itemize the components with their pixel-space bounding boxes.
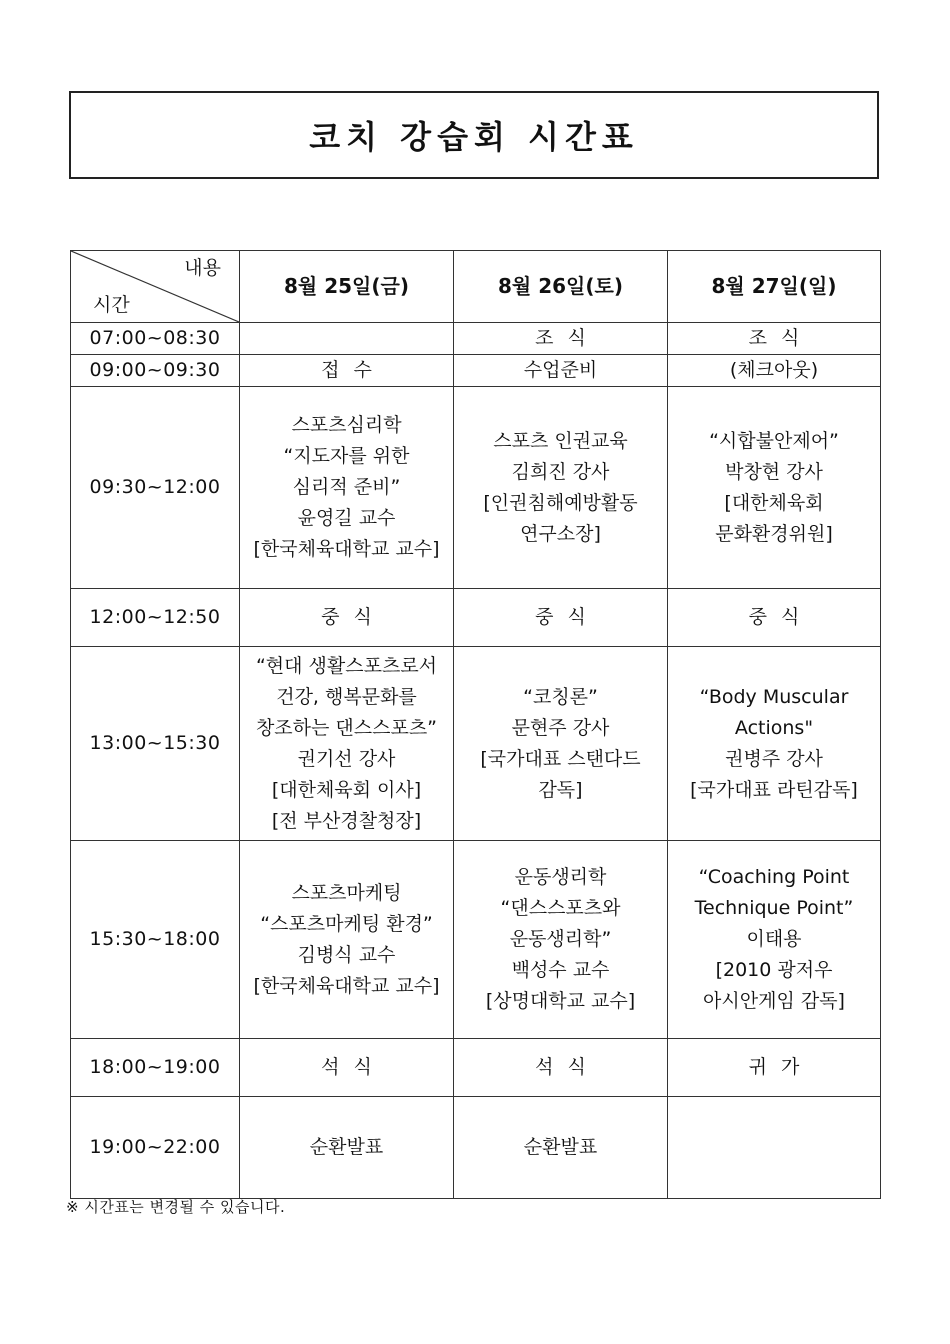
day-header: 8월 27일(일) [668, 251, 881, 323]
schedule-note: ※ 시간표는 변경될 수 있습니다. [66, 1198, 286, 1216]
time-cell: 13:00~15:30 [71, 647, 240, 841]
session-line: [2010 광저우 [715, 959, 833, 981]
session-cell [240, 323, 454, 355]
session-cell [668, 355, 881, 387]
session-cell [454, 589, 668, 647]
header-row [71, 251, 881, 323]
session-line: “댄스스포츠와 [500, 897, 621, 919]
session-line: 문현주 강사 [511, 716, 610, 739]
session-line: 심리적 준비” [292, 476, 401, 498]
session-line: 이태용 [746, 928, 802, 950]
session-line: 운동생리학” [509, 928, 612, 950]
schedule-row [71, 589, 881, 647]
session-line: [한국체육대학교 교수] [253, 974, 440, 997]
session-cell [240, 355, 454, 387]
schedule-row [71, 323, 881, 355]
session-line: 김병식 교수 [297, 943, 396, 966]
corner-content-label: 내용 [184, 257, 221, 279]
schedule-body [71, 323, 881, 1199]
session-cell [668, 1039, 881, 1097]
corner-time-label: 시간 [93, 294, 130, 316]
session-line: 스포츠마케팅 [291, 881, 402, 904]
session-line: 석식 [535, 1056, 600, 1078]
session-line: 박창현 강사 [725, 460, 823, 483]
session-cell [240, 1097, 454, 1199]
session-line: 건강, 행복문화를 [276, 685, 417, 708]
corner-cell [71, 251, 240, 323]
session-line: “Body Muscular [699, 685, 849, 708]
day-header: 8월 25일(금) [240, 251, 454, 323]
session-line: [대한체육회 [724, 491, 824, 514]
time-cell: 18:00~19:00 [71, 1039, 240, 1097]
session-line: 중식 [535, 606, 600, 628]
session-line: “지도자를 위한 [283, 445, 410, 467]
schedule-row [71, 1039, 881, 1097]
session-cell [454, 323, 668, 355]
schedule-row [71, 841, 881, 1039]
session-line: 권기선 강사 [297, 747, 396, 770]
session-cell [454, 355, 668, 387]
session-line: [국가대표 라틴감독] [690, 778, 858, 801]
session-line: 순환발표 [309, 1136, 384, 1158]
session-line: 스포츠 인권교육 [493, 429, 628, 452]
day-header: 8월 26일(토) [454, 251, 668, 323]
session-line: “현대 생활스포츠로서 [255, 654, 438, 677]
schedule-row [71, 1097, 881, 1199]
session-line: (체크아웃) [729, 359, 819, 381]
session-line: 스포츠심리학 [291, 414, 402, 436]
session-line: 중식 [748, 606, 814, 628]
session-cell [454, 647, 668, 841]
time-cell: 15:30~18:00 [71, 841, 240, 1039]
session-line: 조식 [535, 327, 600, 349]
time-cell: 09:30~12:00 [71, 387, 240, 589]
session-line: 김희진 강사 [511, 460, 610, 483]
session-line: “시합불안제어” [709, 429, 839, 452]
session-line: 백성수 교수 [511, 959, 610, 981]
session-line: 귀가 [748, 1056, 814, 1078]
title-box [69, 91, 879, 179]
page-title: 코치 강습회 시간표 [309, 118, 639, 156]
session-cell [240, 647, 454, 841]
session-line: [인권침해예방활동 [483, 491, 638, 514]
session-line: [전 부산경찰청장] [271, 809, 422, 832]
session-line: 아시안게임 감독] [703, 990, 845, 1012]
schedule-table [70, 250, 881, 1199]
session-cell [454, 387, 668, 589]
session-cell [240, 387, 454, 589]
session-line: Actions" [734, 716, 814, 739]
session-line: “스포츠마케팅 환경” [260, 912, 433, 935]
session-cell [454, 841, 668, 1039]
session-line: [국가대표 스탠다드 [480, 747, 641, 770]
session-line: 수업준비 [523, 359, 598, 381]
session-line: [상명대학교 교수] [485, 990, 636, 1012]
session-line: 권병주 강사 [725, 747, 823, 770]
session-line: 창조하는 댄스스포츠” [255, 716, 438, 739]
schedule-row [71, 387, 881, 589]
session-line: 운동생리학 [514, 866, 607, 888]
session-line: 조식 [748, 327, 814, 349]
session-cell [668, 647, 881, 841]
session-line: 문화환경위원] [715, 522, 833, 545]
session-cell [668, 387, 881, 589]
time-cell: 07:00~08:30 [71, 323, 240, 355]
session-line: [한국체육대학교 교수] [253, 538, 440, 560]
session-line: 순환발표 [523, 1136, 598, 1158]
schedule-row [71, 647, 881, 841]
time-cell: 12:00~12:50 [71, 589, 240, 647]
session-cell [240, 589, 454, 647]
session-line: 석식 [321, 1056, 386, 1078]
session-cell [240, 841, 454, 1039]
schedule-row [71, 355, 881, 387]
session-line: 감독] [538, 778, 583, 801]
time-cell: 09:00~09:30 [71, 355, 240, 387]
session-line: 중식 [321, 606, 386, 628]
session-line: 연구소장] [520, 522, 601, 545]
session-cell [454, 1097, 668, 1199]
session-cell [454, 1039, 668, 1097]
session-cell [668, 323, 881, 355]
session-cell [668, 841, 881, 1039]
session-line: 윤영길 교수 [297, 507, 396, 529]
session-line: “Coaching Point [698, 866, 850, 888]
session-line: Technique Point” [694, 897, 854, 919]
session-cell [668, 1097, 881, 1199]
session-line: 접수 [321, 359, 386, 381]
session-line: “코칭론” [523, 685, 598, 708]
session-cell [240, 1039, 454, 1097]
time-cell: 19:00~22:00 [71, 1097, 240, 1199]
session-cell [668, 589, 881, 647]
session-line: [대한체육회 이사] [271, 778, 422, 801]
